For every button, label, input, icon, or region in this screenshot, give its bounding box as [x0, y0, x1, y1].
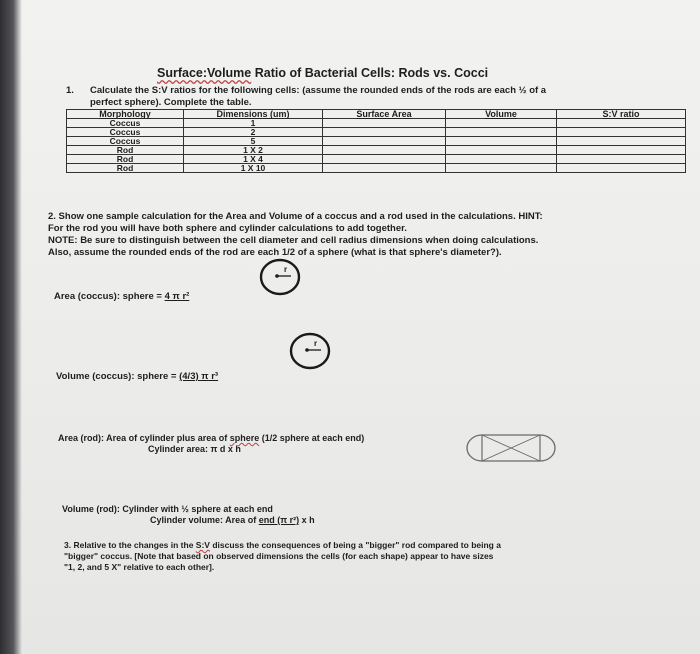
q3-line1: 3. Relative to the changes in the S:V discuss the consequences of being a "bigger" rod compared to being a	[64, 540, 501, 550]
table-header-row	[67, 110, 686, 119]
cell-morphology: Coccus	[67, 128, 184, 137]
volume-coccus-label: Volume (coccus): sphere = (4/3) π r³	[56, 371, 219, 382]
cell-sv-ratio[interactable]	[557, 155, 686, 164]
volume-coccus-formula: (4/3) π r³	[179, 371, 219, 382]
volume-rod-line1: Volume (rod): Cylinder with ½ sphere at each end	[62, 504, 273, 514]
table-row	[67, 146, 686, 155]
cell-surface-area[interactable]	[323, 164, 446, 173]
cell-dimensions: 1 X 4	[184, 155, 323, 164]
q1-line2: perfect sphere). Complete the table.	[90, 97, 252, 108]
cell-dimensions: 2	[184, 128, 323, 137]
table-row	[67, 137, 686, 146]
table-row	[67, 119, 686, 128]
q3-line3: "1, 2, and 5 X" relative to each other].	[64, 562, 215, 572]
cell-volume[interactable]	[446, 119, 557, 128]
cell-sv-ratio[interactable]	[557, 137, 686, 146]
header-volume: Volume	[446, 110, 557, 119]
cell-dimensions: 1 X 2	[184, 146, 323, 155]
header-sv-ratio: S:V ratio	[557, 110, 686, 119]
volume-rod-line2: Cylinder volume: Area of end (π r²) x h	[150, 515, 315, 525]
page-shadow	[0, 0, 22, 654]
header-dimensions: Dimensions (um)	[184, 110, 323, 119]
q2-line3: NOTE: Be sure to distinguish between the cell diameter and cell radius dimensions when doing calculations.	[48, 235, 539, 246]
area-rod-line2: Cylinder area: π d x h	[148, 444, 241, 454]
area-coccus-label: Area (coccus): sphere = 4 π r²	[54, 291, 190, 302]
worksheet-title	[157, 66, 488, 80]
sphere-radius-diagram	[288, 331, 332, 371]
cell-dimensions: 1	[184, 119, 323, 128]
cell-morphology: Rod	[67, 155, 184, 164]
cell-volume[interactable]	[446, 128, 557, 137]
area-rod-line1: Area (rod): Area of cylinder plus area of sphere (1/2 sphere at each end)	[58, 433, 365, 443]
title-rest: Ratio of Bacterial Cells: Rods vs. Cocci	[251, 66, 489, 80]
header-surface-area: Surface Area	[323, 110, 446, 119]
table-row	[67, 128, 686, 137]
area-coccus-formula: 4 π r²	[164, 291, 190, 302]
cell-surface-area[interactable]	[323, 146, 446, 155]
cell-surface-area[interactable]	[323, 137, 446, 146]
q1-line1: Calculate the S:V ratios for the following cells: (assume the rounded ends of the rods are each ½ of a	[90, 85, 547, 96]
cell-surface-area[interactable]	[323, 119, 446, 128]
q3-line2: "bigger" coccus. [Note that based on observed dimensions the cells (for each shape) appear to have sizes	[64, 551, 494, 561]
table-row	[67, 164, 686, 173]
cell-morphology: Coccus	[67, 119, 184, 128]
title-underlined-part: Surface:Volume	[157, 66, 252, 80]
cell-volume[interactable]	[446, 164, 557, 173]
q2-line2: For the rod you will have both sphere and cylinder calculations to add together.	[48, 223, 407, 234]
cell-morphology: Rod	[67, 164, 184, 173]
cell-volume[interactable]	[446, 155, 557, 164]
radius-label: r	[284, 265, 288, 274]
cell-dimensions: 5	[184, 137, 323, 146]
sv-ratio-table	[66, 109, 686, 173]
cell-morphology: Rod	[67, 146, 184, 155]
cell-sv-ratio[interactable]	[557, 164, 686, 173]
q2-line1: 2. Show one sample calculation for the Area and Volume of a coccus and a rod used in the calculations. HINT:	[48, 211, 543, 222]
radius-label: r	[314, 339, 318, 348]
cell-sv-ratio[interactable]	[557, 146, 686, 155]
cell-surface-area[interactable]	[323, 155, 446, 164]
cell-sv-ratio[interactable]	[557, 119, 686, 128]
cell-morphology: Coccus	[67, 137, 184, 146]
table-row	[67, 155, 686, 164]
rod-diagram	[460, 429, 564, 467]
cell-volume[interactable]	[446, 146, 557, 155]
q1-number: 1.	[66, 85, 74, 96]
cell-sv-ratio[interactable]	[557, 128, 686, 137]
sphere-radius-diagram	[258, 257, 302, 297]
q2-line4: Also, assume the rounded ends of the rod are each 1/2 of a sphere (what is that sphere's diameter?).	[48, 247, 502, 258]
cell-dimensions: 1 X 10	[184, 164, 323, 173]
cell-volume[interactable]	[446, 137, 557, 146]
header-morphology: Morphology	[67, 110, 184, 119]
cell-surface-area[interactable]	[323, 128, 446, 137]
